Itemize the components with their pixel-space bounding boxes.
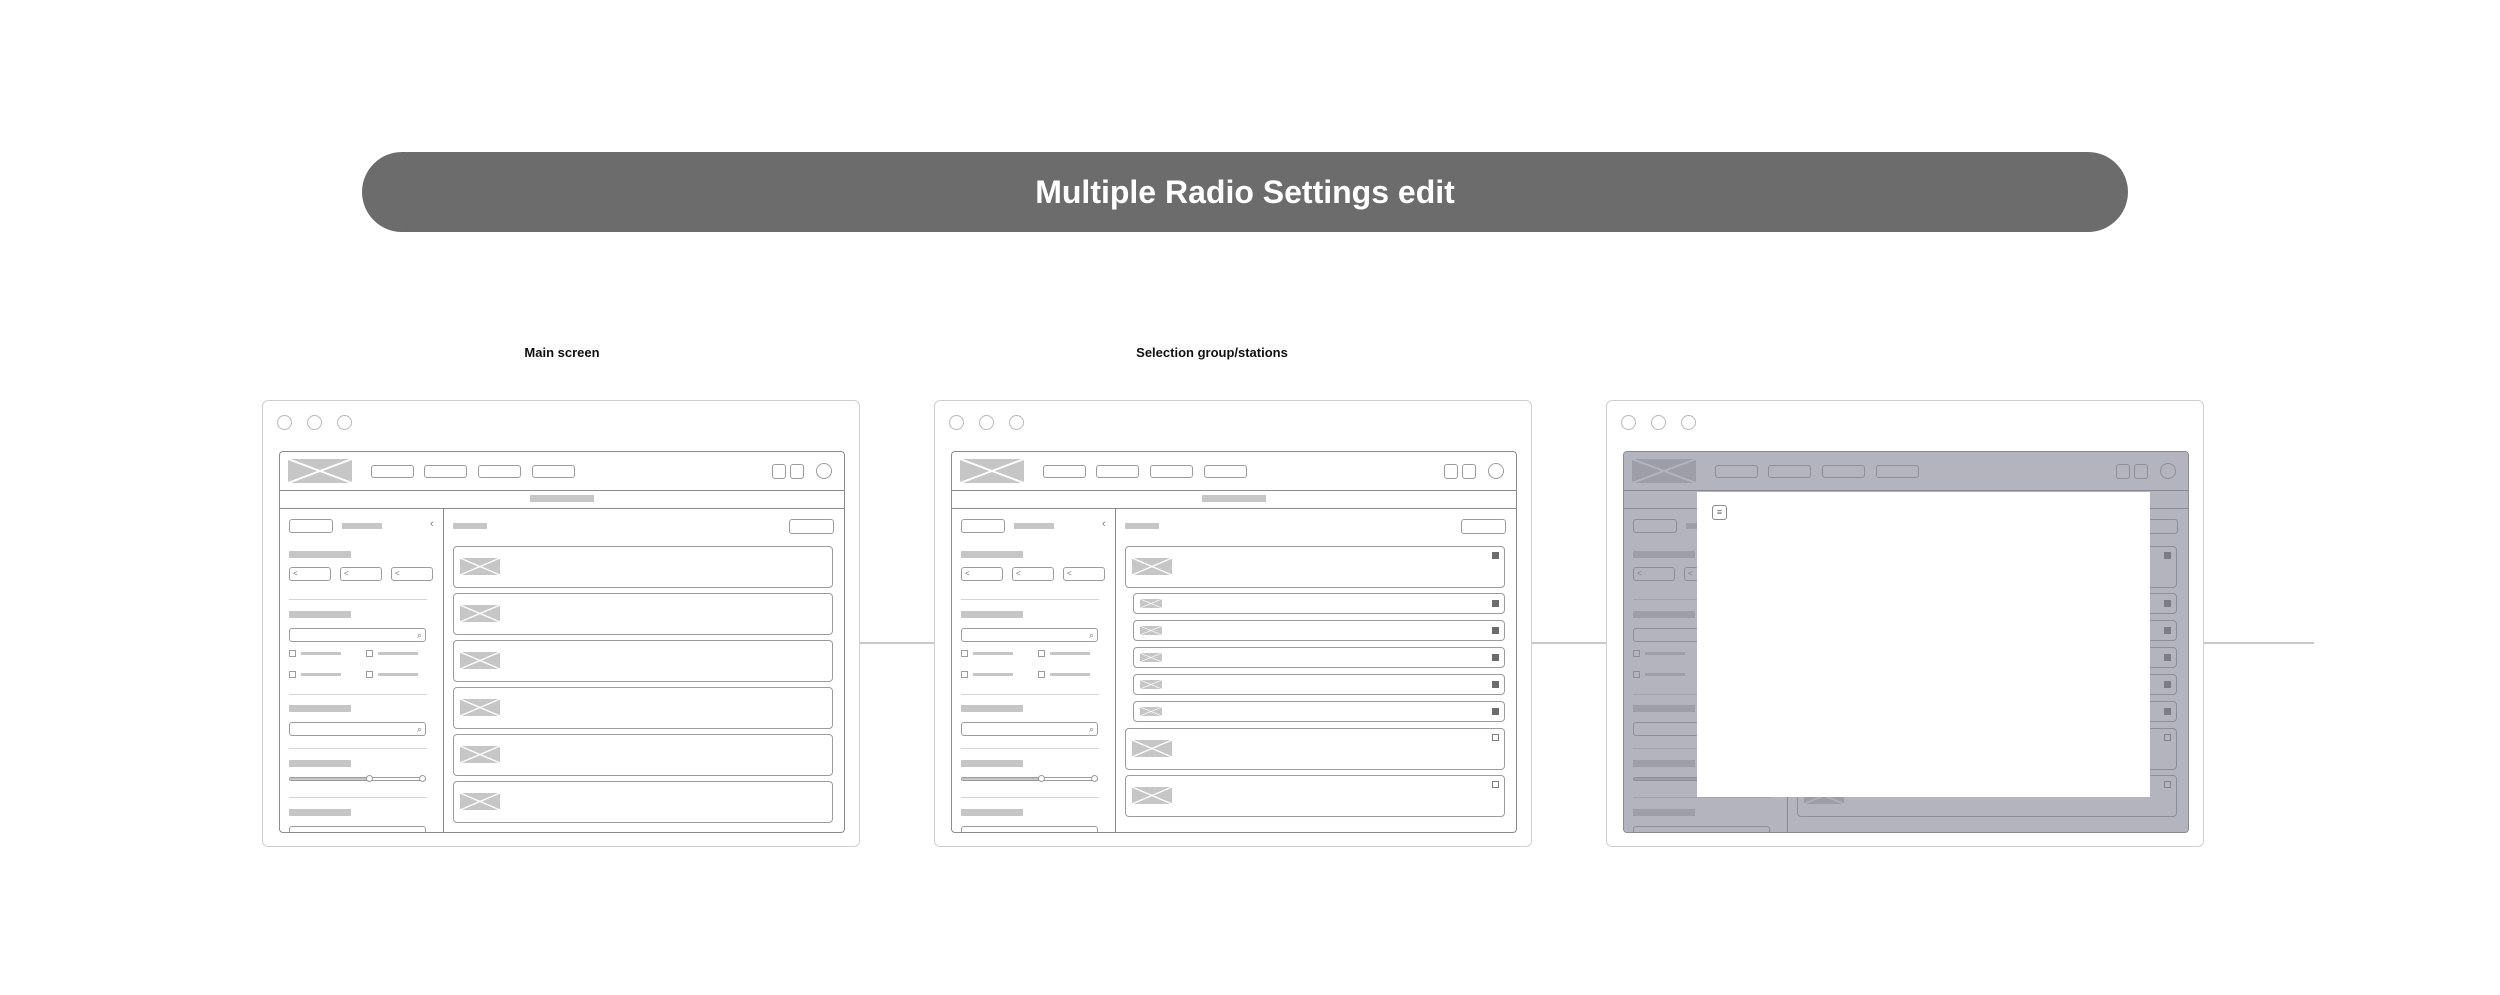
station-row[interactable] <box>1133 701 1505 722</box>
station-row[interactable] <box>1133 674 1505 695</box>
nav-menu-item[interactable] <box>1204 465 1247 478</box>
dropdown-icon: < <box>965 569 970 578</box>
station-card[interactable] <box>453 546 833 588</box>
station-thumbnail <box>1140 599 1162 608</box>
section-label <box>289 551 351 558</box>
search-input[interactable] <box>289 722 426 736</box>
slider-handle[interactable] <box>366 775 373 782</box>
dropdown-field[interactable] <box>340 567 382 581</box>
search-input[interactable] <box>961 722 1098 736</box>
window-maximize-button[interactable] <box>1681 415 1696 430</box>
section-label <box>961 705 1023 712</box>
window-minimize-button[interactable] <box>1651 415 1666 430</box>
select-checkbox[interactable] <box>1492 600 1499 607</box>
slider-fill <box>290 778 370 780</box>
search-icon: ⌕ <box>1088 630 1094 640</box>
checkbox-label <box>1050 673 1090 676</box>
dropdown-field[interactable] <box>961 567 1003 581</box>
station-row[interactable] <box>1133 647 1505 668</box>
station-row[interactable] <box>1133 593 1505 614</box>
sidebar-heading <box>342 523 382 529</box>
station-thumbnail <box>460 746 500 763</box>
checkbox[interactable] <box>366 650 373 657</box>
group-thumbnail <box>1132 558 1172 575</box>
slider-handle[interactable] <box>1038 775 1045 782</box>
connector-line <box>860 642 934 644</box>
sub-header-title <box>530 495 594 502</box>
divider <box>289 797 427 798</box>
checkbox-label <box>301 673 341 676</box>
collapse-icon[interactable]: ‹ <box>1102 518 1106 530</box>
checkbox-label <box>378 652 418 655</box>
slider-handle[interactable] <box>1091 775 1098 782</box>
group-thumbnail <box>1132 787 1172 804</box>
checkbox-label <box>1050 652 1090 655</box>
search-icon: ⌕ <box>416 724 422 734</box>
checkbox[interactable] <box>961 650 968 657</box>
select-checkbox[interactable] <box>1492 681 1499 688</box>
station-thumbnail <box>1140 653 1162 662</box>
checkbox[interactable] <box>289 671 296 678</box>
section-label <box>961 809 1023 816</box>
user-avatar[interactable] <box>1488 463 1504 479</box>
collapse-icon[interactable]: ‹ <box>430 518 434 530</box>
toolbar-button[interactable] <box>1444 464 1458 479</box>
checkbox-label <box>378 673 418 676</box>
caption-main-screen: Main screen <box>524 345 600 360</box>
range-slider[interactable] <box>961 777 1098 781</box>
station-thumbnail <box>460 605 500 622</box>
station-thumbnail <box>1140 626 1162 635</box>
window-close-button[interactable] <box>1621 415 1636 430</box>
group-card[interactable] <box>1125 728 1505 770</box>
select-checkbox[interactable] <box>1492 627 1499 634</box>
divider <box>961 599 1099 600</box>
window-minimize-button[interactable] <box>307 415 322 430</box>
section-label <box>289 760 351 767</box>
filter-sidebar <box>280 508 444 832</box>
dropdown-icon: < <box>1067 569 1072 578</box>
nav-menu-item[interactable] <box>532 465 575 478</box>
station-thumbnail <box>460 699 500 716</box>
select-checkbox[interactable] <box>1492 708 1499 715</box>
dropdown-field[interactable] <box>391 567 433 581</box>
checkbox-label <box>301 652 341 655</box>
select-checkbox[interactable] <box>1492 552 1499 559</box>
dropdown-icon: < <box>395 569 400 578</box>
group-card[interactable] <box>1125 775 1505 817</box>
filter-chip[interactable] <box>961 519 1005 533</box>
nav-menu-item[interactable] <box>1150 465 1193 478</box>
checkbox[interactable] <box>366 671 373 678</box>
window-maximize-button[interactable] <box>1009 415 1024 430</box>
title-banner <box>362 152 2128 232</box>
user-avatar[interactable] <box>816 463 832 479</box>
sub-header <box>952 490 1516 509</box>
sub-header-title <box>1202 495 1266 502</box>
top-navbar <box>280 452 844 491</box>
nav-menu-item[interactable] <box>478 465 521 478</box>
slider-fill <box>962 778 1042 780</box>
caption-selection: Selection group/stations <box>1136 345 1288 360</box>
section-label <box>961 551 1023 558</box>
dropdown-field[interactable] <box>1063 567 1105 581</box>
app-window <box>1623 451 2189 833</box>
nav-menu-item[interactable] <box>371 465 414 478</box>
divider <box>289 694 427 695</box>
diagram-title: Multiple Radio Settings edit <box>1035 173 1455 210</box>
station-thumbnail <box>1140 680 1162 689</box>
window-close-button[interactable] <box>949 415 964 430</box>
group-card[interactable] <box>1125 546 1505 588</box>
select-checkbox[interactable] <box>1492 654 1499 661</box>
action-button[interactable] <box>1461 519 1506 534</box>
checkbox[interactable] <box>289 650 296 657</box>
toolbar-button[interactable] <box>790 464 804 479</box>
divider <box>289 748 427 749</box>
nav-menu-item[interactable] <box>424 465 467 478</box>
window-close-button[interactable] <box>277 415 292 430</box>
slider-handle[interactable] <box>419 775 426 782</box>
logo-placeholder <box>288 459 352 483</box>
station-list <box>443 508 844 832</box>
select-checkbox[interactable] <box>1492 734 1499 741</box>
section-label <box>289 705 351 712</box>
section-label <box>961 760 1023 767</box>
dropdown-field[interactable] <box>1012 567 1054 581</box>
checkbox[interactable] <box>1038 650 1045 657</box>
dropdown-field[interactable] <box>289 567 331 581</box>
top-navbar <box>952 452 1516 491</box>
divider <box>961 797 1099 798</box>
dropdown-icon: < <box>293 569 298 578</box>
range-slider[interactable] <box>289 777 426 781</box>
station-thumbnail <box>460 558 500 575</box>
station-list <box>1115 508 1516 832</box>
section-label <box>289 809 351 816</box>
window-frame <box>934 400 1532 847</box>
app-window <box>951 451 1517 833</box>
sidebar-heading <box>1014 523 1054 529</box>
toolbar-button[interactable] <box>772 464 786 479</box>
toolbar-button[interactable] <box>1462 464 1476 479</box>
divider <box>289 599 427 600</box>
window-maximize-button[interactable] <box>337 415 352 430</box>
station-card[interactable] <box>453 687 833 729</box>
dropdown-icon: < <box>1016 569 1021 578</box>
filter-chip[interactable] <box>289 519 333 533</box>
section-label <box>961 611 1023 618</box>
search-input[interactable] <box>289 826 426 833</box>
connector-line <box>1532 642 1606 644</box>
station-card[interactable] <box>453 781 833 823</box>
checkbox[interactable] <box>1038 671 1045 678</box>
divider <box>961 748 1099 749</box>
station-row[interactable] <box>1133 620 1505 641</box>
divider <box>961 694 1099 695</box>
list-title <box>453 523 487 529</box>
menu-icon[interactable]: ≡ <box>1712 505 1727 520</box>
filter-sidebar <box>952 508 1116 832</box>
nav-menu-item[interactable] <box>1096 465 1139 478</box>
search-input[interactable] <box>961 628 1098 642</box>
checkbox-label <box>973 652 1013 655</box>
group-thumbnail <box>1132 740 1172 757</box>
app-window <box>279 451 845 833</box>
connector-line <box>2204 642 2314 644</box>
station-card[interactable] <box>453 640 833 682</box>
search-input[interactable] <box>961 826 1098 833</box>
station-thumbnail <box>1140 707 1162 716</box>
search-icon: ⌕ <box>416 630 422 640</box>
nav-menu-item[interactable] <box>1043 465 1086 478</box>
station-thumbnail <box>460 793 500 810</box>
edit-settings-modal <box>1697 492 2150 797</box>
checkbox-label <box>973 673 1013 676</box>
checkbox[interactable] <box>961 671 968 678</box>
sub-header <box>280 490 844 509</box>
search-input[interactable] <box>289 628 426 642</box>
dropdown-icon: < <box>344 569 349 578</box>
station-thumbnail <box>460 652 500 669</box>
section-label <box>289 611 351 618</box>
action-button[interactable] <box>789 519 834 534</box>
window-minimize-button[interactable] <box>979 415 994 430</box>
station-card[interactable] <box>453 734 833 776</box>
window-frame <box>1606 400 2204 847</box>
search-icon: ⌕ <box>1088 724 1094 734</box>
station-card[interactable] <box>453 593 833 635</box>
window-frame <box>262 400 860 847</box>
select-checkbox[interactable] <box>1492 781 1499 788</box>
list-title <box>1125 523 1159 529</box>
logo-placeholder <box>960 459 1024 483</box>
